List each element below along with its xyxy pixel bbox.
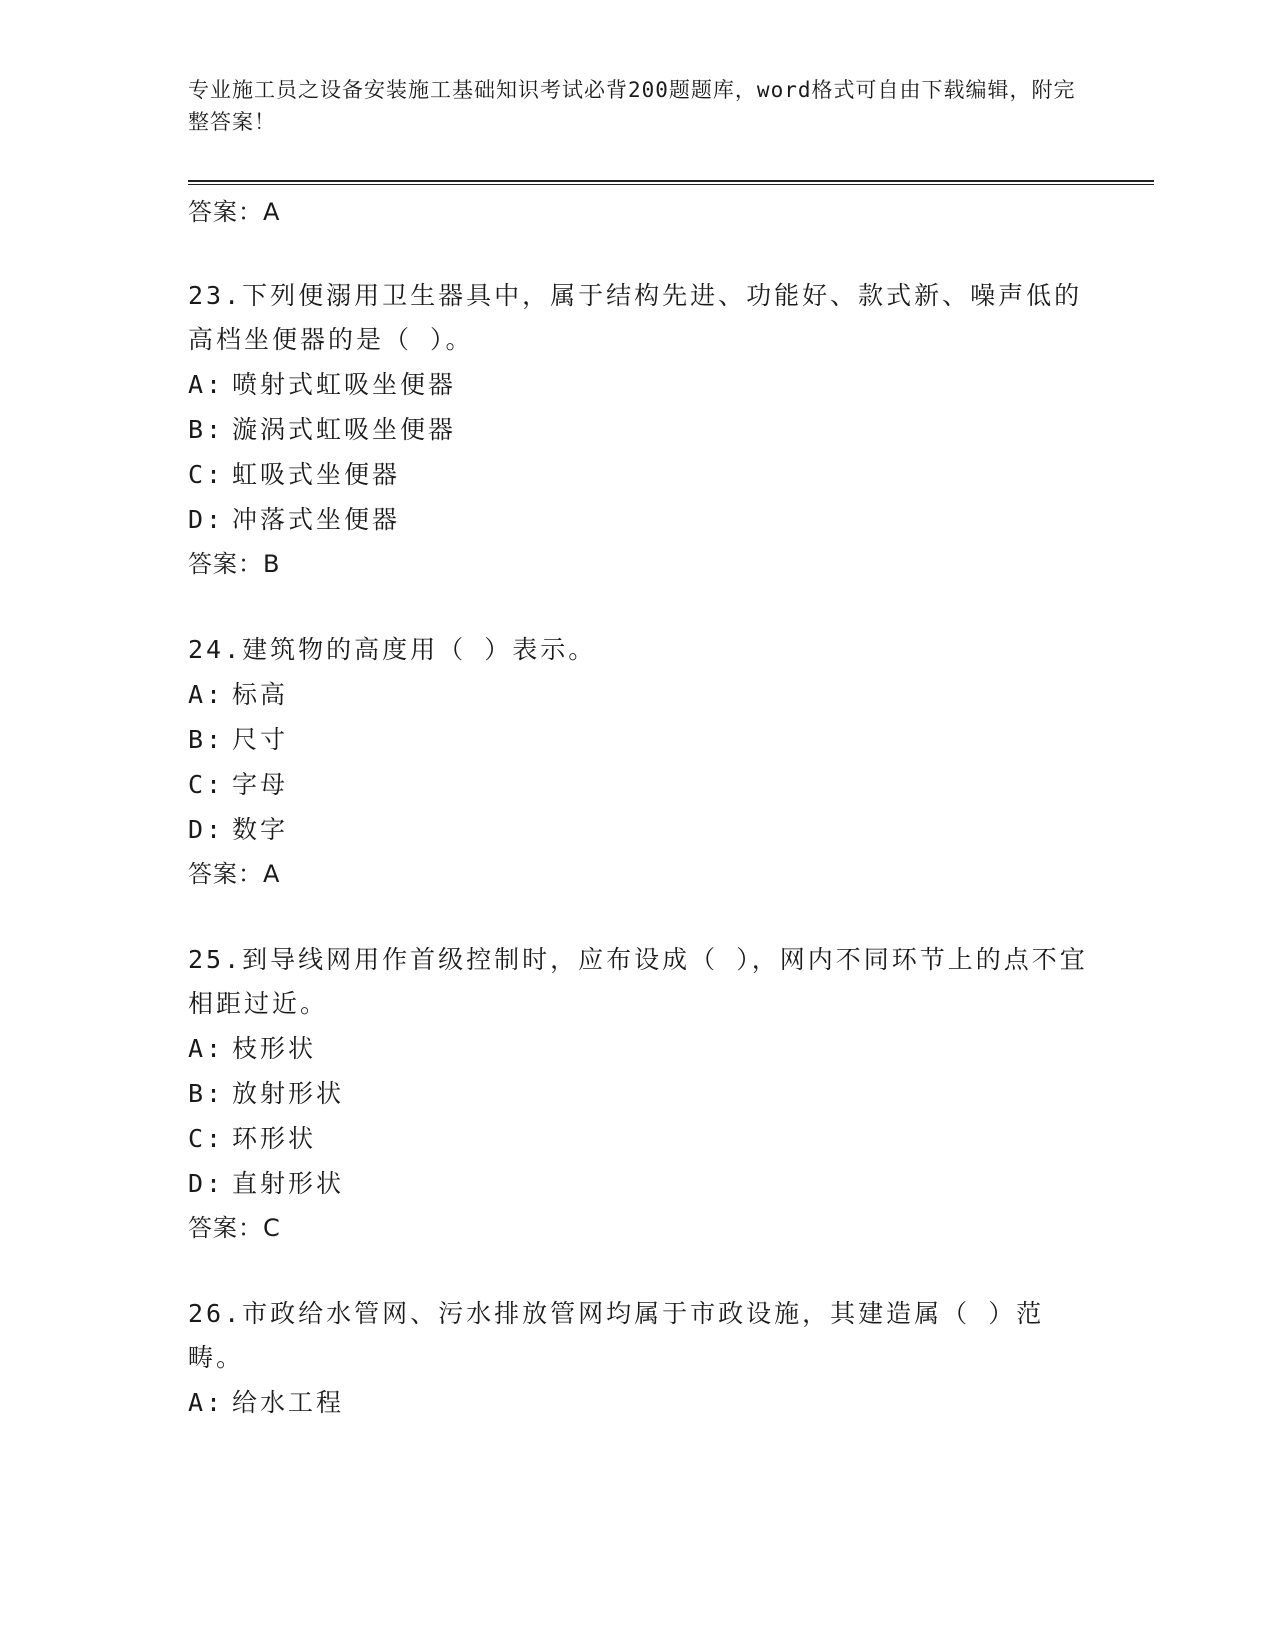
option-text: 尺寸 bbox=[232, 725, 289, 754]
question-stem: 25.到导线网用作首级控制时，应布设成（ ），网内不同环节上的点不宜相距过近。 bbox=[188, 945, 1088, 1018]
option-a bbox=[188, 672, 1088, 717]
option-b bbox=[188, 717, 1088, 762]
option-a bbox=[188, 1026, 1088, 1071]
option-text: 冲落式坐便器 bbox=[232, 505, 401, 534]
option-key: D: bbox=[188, 815, 225, 844]
option-key: B: bbox=[188, 725, 225, 754]
question-stem: 26.市政给水管网、污水排放管网均属于市政设施，其建造属（ ）范畴。 bbox=[188, 1299, 1045, 1372]
option-a bbox=[188, 362, 1088, 407]
option-c bbox=[188, 452, 1088, 497]
option-b bbox=[188, 1071, 1088, 1116]
answer-line: 答案：A bbox=[188, 860, 281, 888]
option-text: 喷射式虹吸坐便器 bbox=[232, 370, 457, 399]
header-rule-thin bbox=[188, 184, 1154, 185]
option-text: 虹吸式坐便器 bbox=[232, 460, 401, 489]
question-24 bbox=[188, 628, 1088, 896]
option-text: 枝形状 bbox=[232, 1034, 317, 1063]
option-key: D: bbox=[188, 505, 225, 534]
question-list bbox=[188, 190, 1088, 1425]
option-key: A: bbox=[188, 680, 225, 709]
option-key: C: bbox=[188, 1124, 225, 1153]
option-key: B: bbox=[188, 415, 225, 444]
question-stem: 23.下列便溺用卫生器具中，属于结构先进、功能好、款式新、噪声低的高档坐便器的是（ ）。 bbox=[188, 281, 1083, 354]
option-key: C: bbox=[188, 770, 225, 799]
option-text: 标高 bbox=[232, 680, 289, 709]
option-a bbox=[188, 1380, 1088, 1425]
option-text: 数字 bbox=[232, 815, 289, 844]
answer-line: 答案：C bbox=[188, 1214, 281, 1242]
option-key: A: bbox=[188, 370, 225, 399]
option-key: A: bbox=[188, 1034, 225, 1063]
question-23 bbox=[188, 274, 1088, 586]
option-text: 字母 bbox=[232, 770, 289, 799]
option-d bbox=[188, 497, 1088, 542]
answer-line: 答案：B bbox=[188, 550, 281, 578]
option-key: D: bbox=[188, 1169, 225, 1198]
option-text: 放射形状 bbox=[232, 1079, 345, 1108]
option-text: 直射形状 bbox=[232, 1169, 345, 1198]
option-c bbox=[188, 762, 1088, 807]
option-key: A: bbox=[188, 1388, 225, 1417]
option-text: 环形状 bbox=[232, 1124, 317, 1153]
option-text: 给水工程 bbox=[232, 1388, 345, 1417]
option-d bbox=[188, 1161, 1088, 1206]
header-rule-thick bbox=[188, 180, 1154, 182]
option-d bbox=[188, 807, 1088, 852]
question-25 bbox=[188, 938, 1088, 1250]
document-header-title: 专业施工员之设备安装施工基础知识考试必背200题题库，word格式可自由下载编辑，附完整答案！ bbox=[188, 78, 1076, 134]
question-26 bbox=[188, 1292, 1088, 1425]
option-c bbox=[188, 1116, 1088, 1161]
option-text: 漩涡式虹吸坐便器 bbox=[232, 415, 457, 444]
question-stem: 24.建筑物的高度用（ ）表示。 bbox=[188, 635, 597, 664]
option-b bbox=[188, 407, 1088, 452]
option-key: C: bbox=[188, 460, 225, 489]
option-key: B: bbox=[188, 1079, 225, 1108]
answer-line: 答案：A bbox=[188, 198, 281, 226]
